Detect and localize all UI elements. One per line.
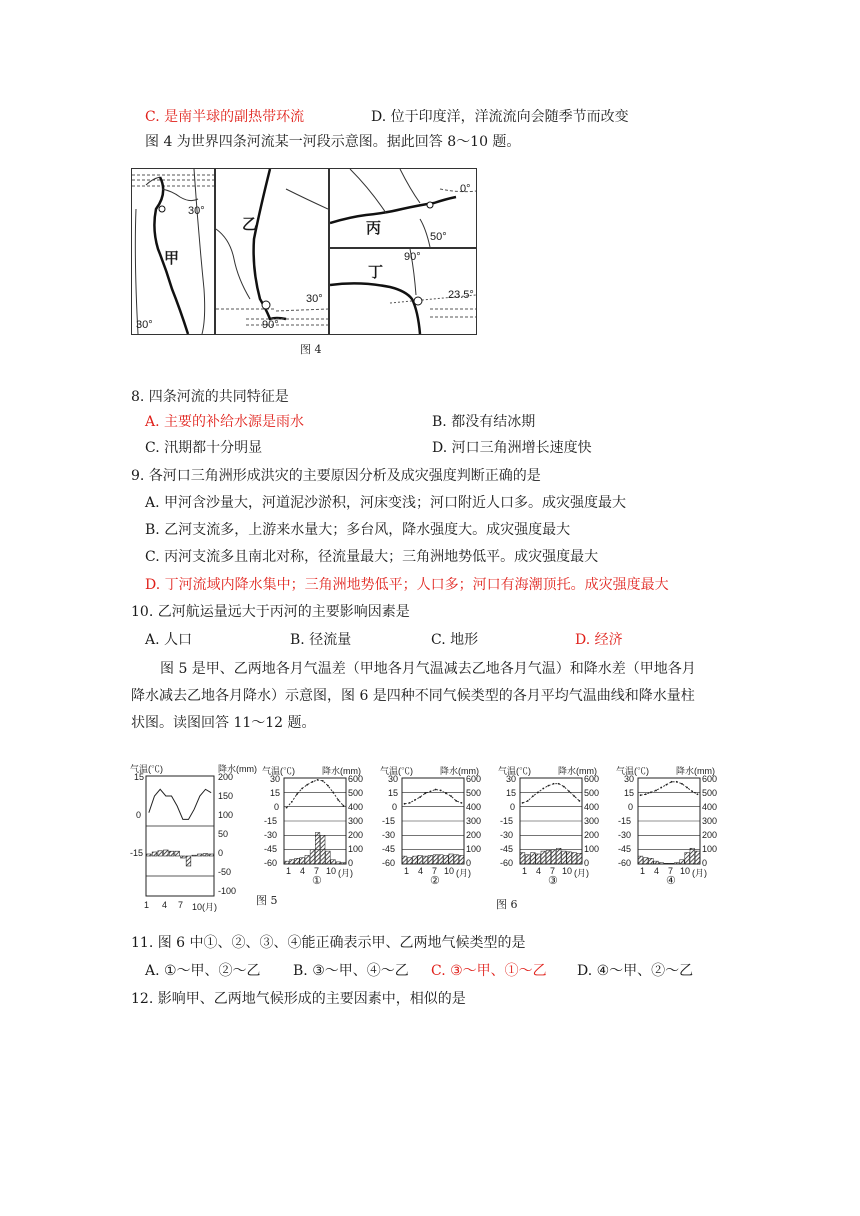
fig6-left-tick: -30 <box>382 830 396 840</box>
fig5-right-tick: 0 <box>218 848 224 858</box>
fig5-right-tick: 100 <box>218 810 234 820</box>
q10-option-b: B. 径流量 <box>290 632 352 648</box>
q9-option-a: A. 甲河含沙量大，河道泥沙淤积，河床变浅；河口附近人口多。成灾强度最大 <box>145 495 627 511</box>
fig6-left-title: 气温(℃) <box>262 766 295 776</box>
fig6-caption: 图 6 <box>496 898 518 911</box>
fig6-right-tick: 600 <box>702 774 718 784</box>
q9-stem: 9. 各河口三角洲形成洪灾的主要原因分析及成灾强度判断正确的是 <box>131 468 541 484</box>
fig6-right-tick: 500 <box>348 788 364 798</box>
fig6-temp-point <box>322 780 324 782</box>
fig6-bar <box>418 855 423 864</box>
fig6-bar <box>336 862 341 864</box>
fig5-bar <box>186 856 191 866</box>
fig6-temp-point <box>650 791 652 793</box>
fig6-bar <box>300 858 305 864</box>
fig6-x-tick: 1 <box>522 866 528 876</box>
fig6-left-tick: 30 <box>506 774 517 784</box>
yi-lat-label: 30° <box>306 293 323 305</box>
fig6-left-tick: -15 <box>264 816 278 826</box>
q8-option-a: A. 主要的补给水源是雨水 <box>145 414 305 430</box>
fig6-bar <box>536 854 541 864</box>
fig6-bar <box>654 861 659 864</box>
fig6-temp-point <box>419 796 421 798</box>
fig6-label-3: ③ <box>548 874 558 887</box>
fig6-x-tick: (月) <box>456 868 471 878</box>
fig6-right-tick: 300 <box>466 816 482 826</box>
fig6-temp-point <box>296 793 298 795</box>
fig5-right-tick: 200 <box>218 772 234 782</box>
fig6-temp-point <box>327 785 329 787</box>
fig6-left-title: 气温(℃) <box>380 766 413 776</box>
fig6-right-tick: 100 <box>466 844 482 854</box>
fig6-label-2: ② <box>430 874 440 887</box>
q12-stem: 12. 影响甲、乙两地气候形成的主要因素中，相似的是 <box>131 991 466 1007</box>
fig5-bar <box>158 851 163 856</box>
yi-river-name: 乙 <box>242 216 258 233</box>
fig5-bar <box>209 854 214 856</box>
ding-lat-label: 23.5° <box>448 289 474 301</box>
fig6-bar <box>289 860 294 864</box>
fig6-left-tick: 30 <box>270 774 281 784</box>
fig6-right-tick: 500 <box>702 788 718 798</box>
fig6-chart-1 <box>262 762 380 887</box>
fig5-x-tick: 4 <box>162 900 168 910</box>
fig6-temp-point <box>573 795 575 797</box>
fig6-temp-point <box>563 786 565 788</box>
fig6-left-tick: -30 <box>500 830 514 840</box>
fig6-right-tick: 0 <box>348 858 354 868</box>
fig6-temp-point <box>660 787 662 789</box>
fig6-left-title: 气温(℃) <box>616 766 649 776</box>
fig6-bar <box>305 855 310 864</box>
fig6-temp-point <box>440 790 442 792</box>
fig6-right-tick: 400 <box>702 802 718 812</box>
fig5-bar <box>164 850 169 856</box>
fig6-bar <box>310 850 315 864</box>
fig6-left-tick: -60 <box>618 858 632 868</box>
fig6-temp-point <box>461 802 463 804</box>
fig6-bar <box>638 856 643 864</box>
fig4-caption: 图 4 <box>300 343 322 356</box>
fig5-line <box>149 789 211 819</box>
fig6-temp-point <box>671 781 673 783</box>
map-panel-ding <box>329 248 477 335</box>
fig6-left-tick: 15 <box>388 788 399 798</box>
fig6-label-4: ④ <box>666 874 676 887</box>
fig6-bar <box>295 858 300 864</box>
fig6-temp-point <box>301 788 303 790</box>
fig6-temp-point <box>414 799 416 801</box>
fig5-left-tick: 0 <box>136 810 142 820</box>
fig6-right-tick: 300 <box>702 816 718 826</box>
fig6-temp-point <box>676 781 678 783</box>
fig6-right-tick: 100 <box>702 844 718 854</box>
map-panel-jia <box>131 168 215 335</box>
fig6-temp-point <box>404 803 406 805</box>
fig6-bar <box>572 853 577 864</box>
fig6-right-tick: 400 <box>466 802 482 812</box>
fig5-right-tick: 50 <box>218 829 229 839</box>
fig6-bar <box>423 856 428 864</box>
fig6-right-tick: 0 <box>702 858 708 868</box>
fig6-x-tick: 10 <box>444 866 455 876</box>
fig6-left-tick: 30 <box>388 774 399 784</box>
fig6-bar <box>459 855 464 864</box>
fig6-temp-point <box>548 785 550 787</box>
jia-river-name: 甲 <box>164 250 180 267</box>
fig6-temp-point <box>522 802 524 804</box>
fig6-temp-point <box>306 784 308 786</box>
fig5-x-tick: 1 <box>144 900 150 910</box>
fig5-bar <box>203 854 208 856</box>
fig6-bar <box>413 856 418 864</box>
fig6-left-tick: 15 <box>506 788 517 798</box>
fig6-bar <box>649 858 654 864</box>
fig6-bar <box>531 853 536 864</box>
fig6-chart-3 <box>498 762 616 887</box>
fig6-temp-point <box>697 793 699 795</box>
fig6-left-tick: 0 <box>392 802 398 812</box>
fig6-temp-point <box>445 792 447 794</box>
fig6-right-tick: 600 <box>348 774 364 784</box>
fig56-intro-line2: 降水减去乙地各月降水）示意图，图 6 是四种不同气候类型的各月平均气温曲线和降水量柱 <box>131 688 695 704</box>
fig5-bar <box>152 852 157 856</box>
fig6-x-tick: 4 <box>536 866 542 876</box>
fig6-temp-point <box>579 800 581 802</box>
fig6-bar <box>643 858 648 864</box>
fig5-right-title: 降水(mm) <box>218 764 257 774</box>
fig6-left-tick: 0 <box>510 802 516 812</box>
fig6-left-tick: -45 <box>264 844 278 854</box>
fig6-bar <box>680 860 685 864</box>
fig6-right-tick: 300 <box>348 816 364 826</box>
fig5-left-title: 气温(℃) <box>130 764 163 774</box>
fig6-temp-point <box>666 784 668 786</box>
fig6-temp-point <box>455 800 457 802</box>
fig5-x-tick: 7 <box>178 900 184 910</box>
fig6-right-tick: 200 <box>702 830 718 840</box>
fig6-bar <box>444 855 449 864</box>
fig5-bar <box>175 851 180 856</box>
fig6-temp-point <box>532 795 534 797</box>
fig6-bar <box>433 855 438 864</box>
fig6-temp-point <box>317 779 319 781</box>
fig6-right-tick: 400 <box>584 802 600 812</box>
fig6-bar <box>320 835 325 864</box>
fig6-bar <box>659 863 664 864</box>
fig4-intro: 图 4 为世界四条河流某一河段示意图。据此回答 8～10 题。 <box>145 134 521 150</box>
fig6-bar <box>669 863 674 864</box>
fig6-x-tick: 7 <box>432 866 438 876</box>
fig6-right-tick: 100 <box>348 844 364 854</box>
fig6-bar <box>562 851 567 864</box>
fig6-left-tick: -15 <box>500 816 514 826</box>
fig6-temp-point <box>640 794 642 796</box>
fig6-bar <box>674 863 679 864</box>
fig6-right-title: 降水(mm) <box>558 766 597 776</box>
fig6-left-tick: -45 <box>382 844 396 854</box>
figure-5 <box>128 758 281 918</box>
fig6-bar <box>326 851 331 864</box>
fig5-left-tick: 15 <box>134 772 145 782</box>
fig6-temp-point <box>655 790 657 792</box>
fig6-right-tick: 0 <box>466 858 472 868</box>
fig6-x-tick: 7 <box>668 866 674 876</box>
fig6-temp-point <box>537 791 539 793</box>
fig6-temp-point <box>286 807 288 809</box>
fig6-temp-point <box>337 799 339 801</box>
fig5-bar <box>147 854 152 856</box>
fig6-temp-line <box>405 789 462 803</box>
fig6-bar <box>685 853 690 864</box>
fig5-right-tick: -50 <box>218 867 232 877</box>
fig6-right-tick: 300 <box>584 816 600 826</box>
fig6-bar <box>664 863 669 864</box>
q7-option-d: D. 位于印度洋，洋流流向会随季节而改变 <box>371 109 629 125</box>
fig6-bar <box>541 851 546 864</box>
fig6-bar <box>331 860 336 864</box>
fig5-left-tick: -15 <box>130 848 144 858</box>
fig6-left-tick: -45 <box>618 844 632 854</box>
fig6-x-tick: 4 <box>300 866 306 876</box>
fig6-left-tick: 0 <box>628 802 634 812</box>
fig6-right-tick: 500 <box>584 788 600 798</box>
fig6-left-tick: 0 <box>274 802 280 812</box>
fig6-left-tick: -15 <box>382 816 396 826</box>
fig6-temp-line <box>287 780 344 808</box>
fig6-bar <box>567 852 572 864</box>
q10-option-d: D. 经济 <box>575 632 623 648</box>
fig6-right-tick: 600 <box>584 774 600 784</box>
fig6-right-tick: 100 <box>584 844 600 854</box>
fig6-left-tick: 30 <box>624 774 635 784</box>
fig6-left-tick: -30 <box>618 830 632 840</box>
fig6-temp-point <box>291 801 293 803</box>
fig6-temp-point <box>686 787 688 789</box>
fig6-x-tick: 10 <box>680 866 691 876</box>
fig6-right-tick: 200 <box>348 830 364 840</box>
fig6-temp-point <box>450 795 452 797</box>
q10-stem: 10. 乙河航运量远大于丙河的主要影响因素是 <box>131 604 410 620</box>
fig6-right-title: 降水(mm) <box>322 766 361 776</box>
q8-option-c: C. 汛期都十分明显 <box>145 440 263 456</box>
fig5-bar <box>192 855 197 856</box>
fig5-bar <box>169 851 174 856</box>
fig6-bar <box>284 861 289 864</box>
fig6-temp-point <box>409 802 411 804</box>
fig6-left-tick: -30 <box>264 830 278 840</box>
map-panel-bing <box>329 168 477 248</box>
fig6-bar <box>402 856 407 864</box>
fig6-temp-point <box>343 805 345 807</box>
fig6-left-tick: -60 <box>382 858 396 868</box>
q11-option-d: D. ④～甲、②～乙 <box>577 963 694 979</box>
fig6-chart-2 <box>380 762 498 887</box>
fig6-x-tick: 1 <box>640 866 646 876</box>
fig6-temp-point <box>527 800 529 802</box>
bing-lon-label: 50° <box>430 231 447 243</box>
bing-river-name: 丙 <box>366 220 382 237</box>
fig6-temp-point <box>332 791 334 793</box>
fig6-right-title: 降水(mm) <box>440 766 479 776</box>
fig6-x-tick: (月) <box>574 868 589 878</box>
q10-option-c: C. 地形 <box>431 632 479 648</box>
fig6-x-tick: 7 <box>314 866 320 876</box>
fig6-bar <box>407 858 412 864</box>
fig6-right-tick: 200 <box>584 830 600 840</box>
jia-lon-label: 30° <box>136 319 153 331</box>
fig6-temp-point <box>681 783 683 785</box>
fig6-label-1: ① <box>312 874 322 887</box>
q7-option-c: C. 是南半球的副热带环流 <box>145 109 305 125</box>
fig6-temp-point <box>645 793 647 795</box>
fig6-bar <box>520 853 525 864</box>
fig6-bar <box>428 855 433 864</box>
fig6-bar <box>690 848 695 864</box>
fig6-temp-point <box>430 790 432 792</box>
fig6-bar <box>315 832 320 864</box>
q10-option-a: A. 人口 <box>145 632 193 648</box>
fig6-right-tick: 400 <box>348 802 364 812</box>
fig6-left-title: 气温(℃) <box>498 766 531 776</box>
q9-option-b: B. 乙河支流多，上游来水量大；多台风，降水强度大。成灾强度最大 <box>145 522 571 538</box>
figure-6 <box>262 762 734 912</box>
fig6-right-tick: 200 <box>466 830 482 840</box>
fig5-bar <box>198 854 203 856</box>
q11-option-c: C. ③～甲、①～乙 <box>431 963 547 979</box>
fig6-bar <box>546 850 551 864</box>
q9-option-d: D. 丁河流域内降水集中；三角洲地势低平；人口多；河口有海潮顶托。成灾强度最大 <box>145 577 669 593</box>
fig6-left-tick: -15 <box>618 816 632 826</box>
fig6-right-title: 降水(mm) <box>676 766 715 776</box>
fig6-x-tick: 10 <box>326 866 337 876</box>
q11-option-a: A. ①～甲、②～乙 <box>145 963 261 979</box>
fig6-temp-point <box>568 790 570 792</box>
fig6-x-tick: 10 <box>562 866 573 876</box>
fig6-x-tick: 4 <box>418 866 424 876</box>
ding-lon-label: 90° <box>404 251 421 263</box>
fig6-temp-point <box>553 783 555 785</box>
fig6-temp-point <box>542 788 544 790</box>
fig6-temp-point <box>435 789 437 791</box>
ding-river-name: 丁 <box>368 264 384 281</box>
fig6-x-tick: (月) <box>692 868 707 878</box>
q8-option-b: B. 都没有结冰期 <box>432 414 536 430</box>
fig6-left-tick: -60 <box>264 858 278 868</box>
q8-stem: 8. 四条河流的共同特征是 <box>131 389 289 405</box>
fig6-temp-point <box>424 792 426 794</box>
fig6-x-tick: 1 <box>286 866 292 876</box>
jia-lat-label: 30° <box>188 205 205 217</box>
fig5-caption: 图 5 <box>256 894 278 907</box>
fig6-temp-point <box>691 790 693 792</box>
fig6-temp-line <box>523 784 580 803</box>
fig5-bar <box>181 856 186 858</box>
fig5-x-tick: 10(月) <box>192 902 218 912</box>
fig6-right-tick: 0 <box>584 858 590 868</box>
fig6-right-tick: 600 <box>466 774 482 784</box>
fig6-bar <box>449 854 454 864</box>
yi-lon-label: 90° <box>262 319 279 331</box>
fig6-left-tick: 15 <box>270 788 281 798</box>
q11-option-b: B. ③～甲、④～乙 <box>293 963 409 979</box>
fig6-left-tick: 15 <box>624 788 635 798</box>
fig6-bar <box>525 855 530 864</box>
fig6-x-tick: 7 <box>550 866 556 876</box>
fig6-bar <box>577 853 582 864</box>
fig5-right-tick: 150 <box>218 791 234 801</box>
fig6-bar <box>556 848 561 864</box>
fig6-bar <box>454 855 459 864</box>
fig6-right-tick: 500 <box>466 788 482 798</box>
fig6-bar <box>341 863 346 864</box>
q8-option-d: D. 河口三角洲增长速度快 <box>432 440 592 456</box>
fig6-bar <box>695 851 700 864</box>
fig6-temp-point <box>558 783 560 785</box>
fig6-x-tick: 4 <box>654 866 660 876</box>
fig6-x-tick: (月) <box>338 868 353 878</box>
fig6-x-tick: 1 <box>404 866 410 876</box>
fig6-temp-point <box>312 781 314 783</box>
fig6-bar <box>551 850 556 864</box>
fig6-temp-line <box>641 782 698 795</box>
map-panel-yi <box>215 168 329 335</box>
fig6-left-tick: -45 <box>500 844 514 854</box>
fig56-intro-line3: 状图。读图回答 11～12 题。 <box>131 715 316 731</box>
q9-option-c: C. 丙河支流多且南北对称，径流量最大；三角洲地势低平。成灾强度最大 <box>145 549 599 565</box>
fig6-bar <box>438 855 443 864</box>
bing-lat-label: 0° <box>460 183 471 195</box>
fig6-left-tick: -60 <box>500 858 514 868</box>
q11-stem: 11. 图 6 中①、②、③、④能正确表示甲、乙两地气候类型的是 <box>131 935 526 951</box>
fig5-right-tick: -100 <box>218 886 237 896</box>
fig56-intro-line1: 图 5 是甲、乙两地各月气温差（甲地各月气温减去乙地各月气温）和降水差（甲地各月 <box>160 661 696 677</box>
fig6-chart-4 <box>616 762 734 887</box>
